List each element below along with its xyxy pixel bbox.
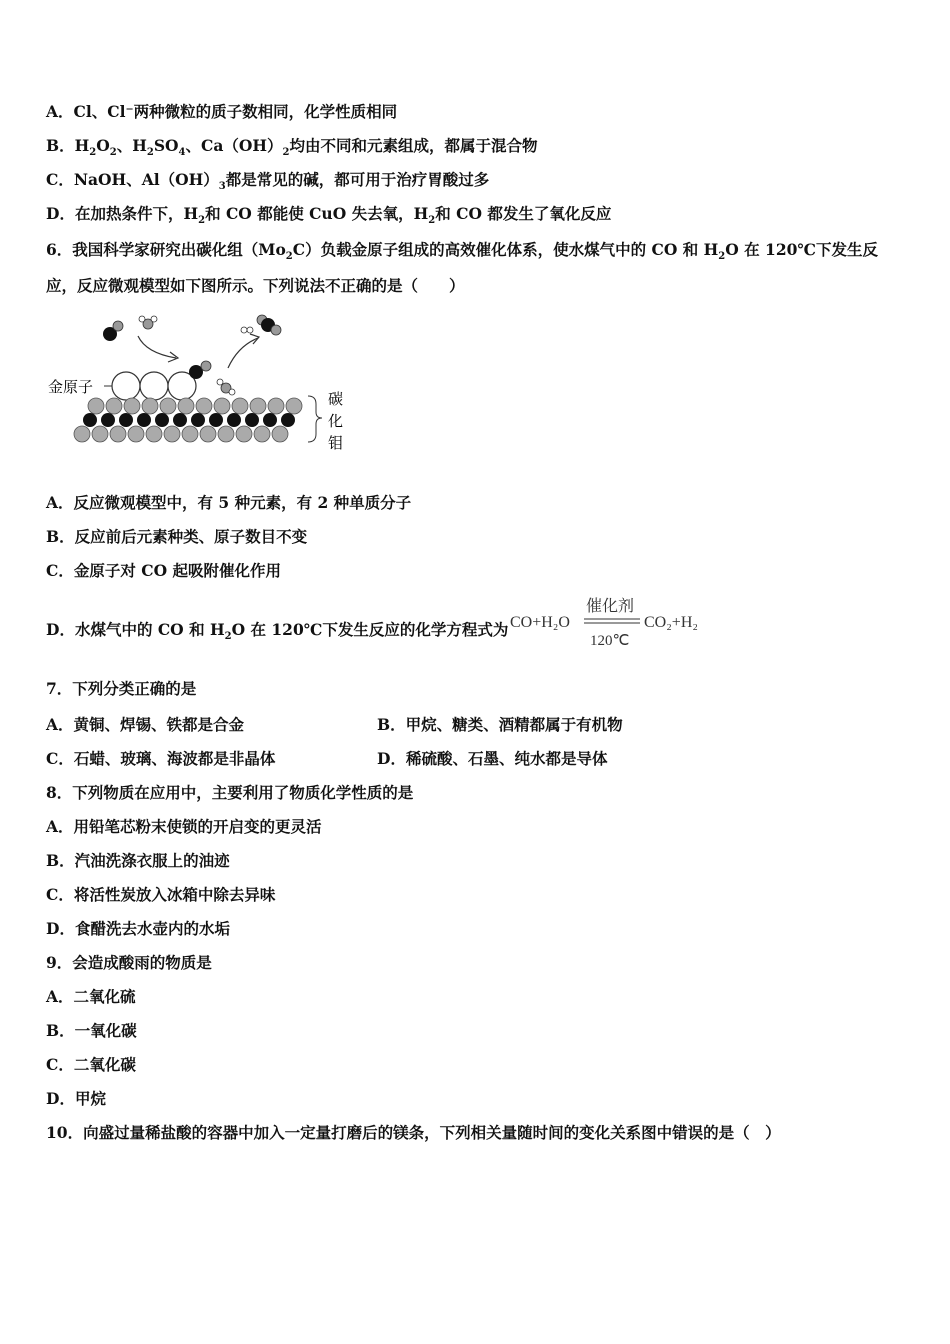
eq-right: CO₂+H₂ <box>644 614 698 631</box>
eq-left: CO+H₂O <box>510 614 570 631</box>
q5-option-c: C．NaOH、$Al(OH)_3$都是常见的碱，都可用于治疗胃酸过多 <box>46 170 490 193</box>
q7-stem: 7．下列分类正确的是 <box>46 679 197 698</box>
q9-option-d: D．甲烷 <box>46 1089 106 1108</box>
eq-catalyst: 催化剂 <box>586 596 635 615</box>
q6-option-a: A．反应微观模型中，有 5 种元素，有 2 种单质分子 <box>46 493 412 512</box>
eq-condition: 120℃ <box>590 633 630 649</box>
q6-option-c: C．金原子对 CO 起吸附催化作用 <box>46 561 281 580</box>
q8-option-c: C．将活性炭放入冰箱中除去异味 <box>46 885 276 904</box>
q6-stem-line2: 应，反应微观模型如下图所示。下列说法不正确的是（ ） <box>46 276 465 295</box>
q7-option-b: B．甲烷、糖类、酒精都属于有机物 <box>377 715 623 734</box>
q10-stem: 10．向盛过量稀盐酸的容器中加入一定量打磨后的镁条，下列相关量随时间的变化关系图中错误的是（ ） <box>46 1123 781 1142</box>
q6-stem-line1: 6．我国科学家研究出碳化组$(Mo_2C)$负载金原子组成的高效催化体系，使水煤气中的 CO 和 $H_2O$ 在 120℃下发生反 <box>46 240 878 263</box>
q6-option-d: D．水煤气中的 CO 和 $H_2O$ 在 120℃下发生反应的化学方程式为 <box>46 620 509 643</box>
q5-option-d: D．在加热条件下，$H_2$和 CO 都能使 CuO 失去氧，$H_2$和 CO 都发生了氧化反应 <box>46 204 612 227</box>
q8-stem: 8．下列物质在应用中，主要利用了物质化学性质的是 <box>46 783 414 802</box>
q9-stem: 9．会造成酸雨的物质是 <box>46 953 212 972</box>
q9-option-c: C．二氧化碳 <box>46 1055 136 1074</box>
q5-option-b: B．$H_2O_2$、$H_2SO_4$、$Ca(OH)_2$均由不同和元素组成，都属于混合物 <box>46 136 538 159</box>
reaction-model-figure <box>46 308 366 468</box>
side-label-3: 钼 <box>328 434 344 452</box>
q6-option-b: B．反应前后元素种类、原子数目不变 <box>46 527 308 546</box>
q8-option-d: D．食醋洗去水壶内的水垢 <box>46 919 230 938</box>
q8-option-a: A．用铅笔芯粉末使锁的开启变的更灵活 <box>46 817 322 836</box>
gold-atom-label: 金原子 <box>48 378 94 396</box>
q5-option-a: A．Cl、Cl⁻两种微粒的质子数相同，化学性质相同 <box>46 102 398 121</box>
side-label-1: 碳 <box>328 390 344 408</box>
q9-option-b: B．一氧化碳 <box>46 1021 137 1040</box>
q9-option-a: A．二氧化硫 <box>46 987 136 1006</box>
side-label-2: 化 <box>328 412 344 430</box>
q8-option-b: B．汽油洗涤衣服上的油迹 <box>46 851 230 870</box>
chemical-equation <box>508 595 728 655</box>
q7-option-a: A．黄铜、焊锡、铁都是合金 <box>46 715 245 734</box>
q7-option-c: C．石蜡、玻璃、海波都是非晶体 <box>46 749 276 768</box>
q7-option-d: D．稀硫酸、石墨、纯水都是导体 <box>377 749 608 768</box>
